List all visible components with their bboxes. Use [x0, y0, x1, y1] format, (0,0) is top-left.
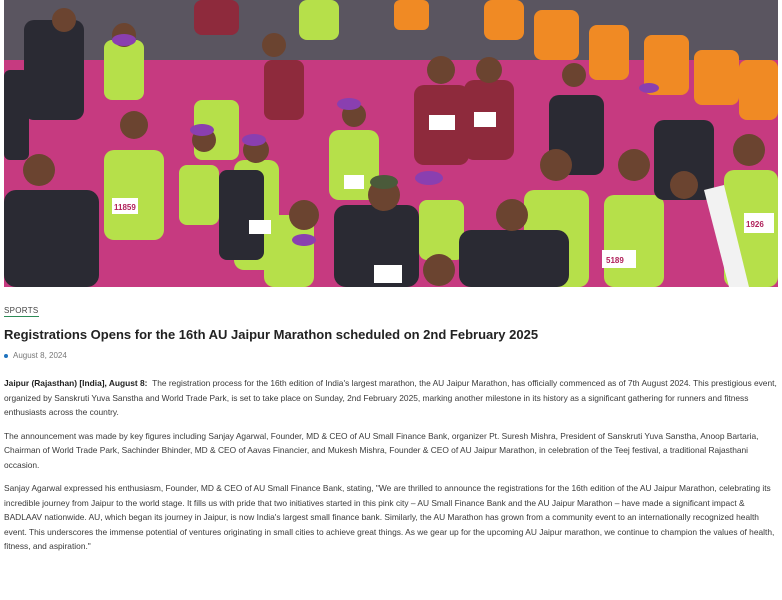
bullet-icon — [4, 354, 8, 358]
paragraph-3: Sanjay Agarwal expressed his enthusiasm, Founder, MD & CEO of AU Small Finance Bank, stating, "We are thrilled to announce the registrations for the 16th edition of the AU Jaipur Marathon, celebrating its incredible journey from Jaipur to the world stage. It fills us with pride that two initiatives started in this pink city – AU Small Finance Bank and the AU Jaipur Marathon – have made a significant impact & BADLAAV nationwide. AU, which began its journey in Jaipur, is now India's largest small finance bank. Similarly, the AU Marathon has grown from a community event to an internationally recognized health event. This underscores the immense potential of ventures originating in small cities to achieve great things. As we gear up for the upcoming AU Jaipur marathon, we continue to champion the values of health, fitness, and aspiration." — [4, 483, 775, 551]
paragraph-2: The announcement was made by key figures including Sanjay Agarwal, Founder, MD & CEO of AU Small Finance Bank, organizer Pt. Suresh Mishra, President of Sanskruti Yuva Sanstha, Anoop Bartaria, Chairman of World Trade Park, Sachinder Bhinder, MD & CEO of Aavas Financier, and Mukesh Mishra, Founder & CEO of AU Jaipur Marathon, in celebration of the Teej festival, a traditional Rajasthani occasion. — [4, 430, 759, 470]
dateline: Jaipur (Rajasthan) [India], August 8: — [4, 378, 153, 388]
bib-number: 5189 — [606, 256, 624, 265]
bib-number: 1926 — [746, 220, 764, 229]
article — [4, 300, 778, 554]
paragraph-1-text: The registration process for the 16th edition of India's largest marathon, the AU Jaipur Marathon, has officially commenced as of 7th August 2024. This prestigious event, organized by Sanskruti Yuva Sanstha and World Trade Park, is set to take place on Sunday, 2nd February 2025, marking another milestone in its history as a significant gathering for runners and fitness enthusiasts across the country. — [4, 378, 777, 417]
publish-date: August 8, 2024 — [13, 351, 67, 360]
category-link[interactable]: SPORTS — [4, 306, 39, 315]
hero-photo — [4, 0, 778, 287]
date-row — [4, 351, 778, 360]
bib-number: 11859 — [114, 203, 136, 212]
paragraph-1 — [4, 376, 778, 420]
article-title: Registrations Opens for the 16th AU Jaipur Marathon scheduled on 2nd February 2025 — [4, 327, 539, 342]
